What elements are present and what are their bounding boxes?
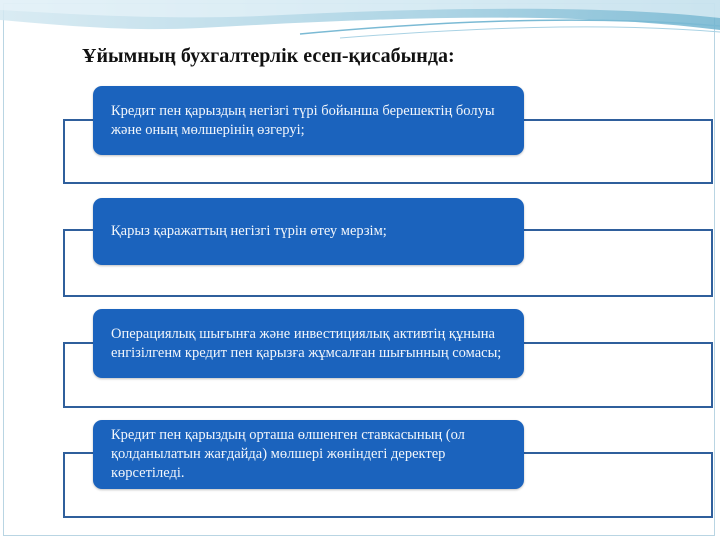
item-box-1 (93, 86, 524, 155)
item-text-4: Кредит пен қарыздың орташа өлшенген ставкасының (ол қолданылатын жағдайда) мөлшері жөніндегі деректер көрсетіледі. (111, 427, 465, 481)
item-box-4 (93, 420, 524, 489)
decorative-header-band (0, 0, 720, 42)
slide-title: Ұйымның бухгалтерлік есеп-қисабында: (82, 45, 455, 67)
item-box-3 (93, 309, 524, 378)
item-box-2 (93, 198, 524, 265)
item-text-2: Қарыз қаражаттың негізгі түрін өтеу мерзім; (111, 223, 387, 239)
item-text-3: Операциялық шығынға және инвестициялық активтің құнына енгізілгенм кредит пен қарызға жұмсалған шығынның сомасы; (111, 325, 502, 361)
item-text-1: Кредит пен қарыздың негізгі түрі бойынша берешектің болуы және оның мөлшерінің өзгеруі; (111, 102, 495, 138)
